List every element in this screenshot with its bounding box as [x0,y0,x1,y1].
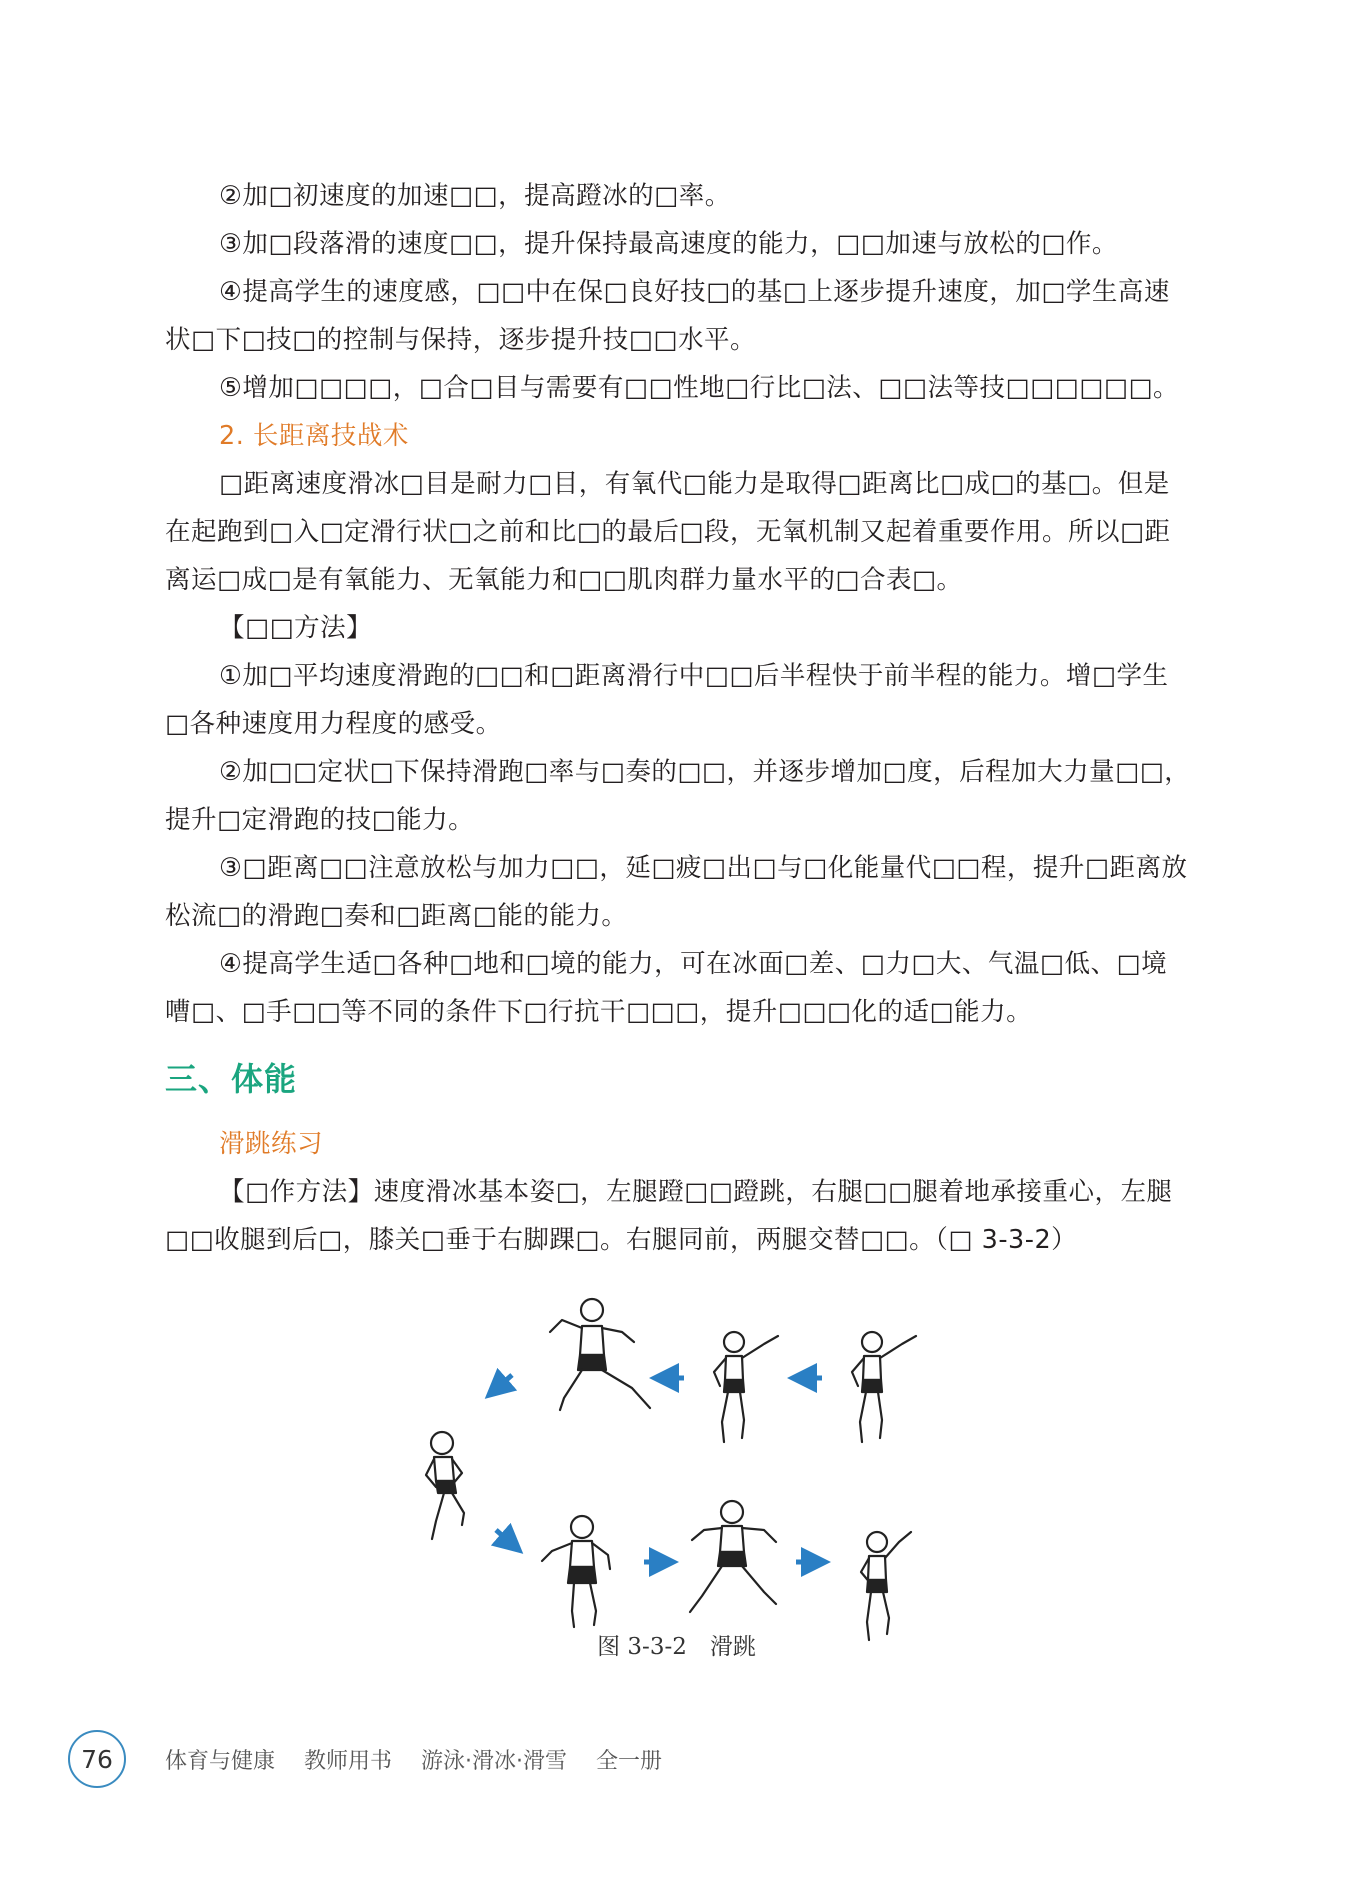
footer-volume: 全一册 [596,1749,663,1774]
subheading-skate-jump: 滑跳练习 [219,1129,324,1159]
footer-book-type: 教师用书 [304,1749,393,1774]
method-item-2: ②加□□定状□下保持滑跑□率与□奏的□□，并逐步增加□度，后程加大力量□□，提升□定滑跑的技□能力。 [165,757,1191,835]
page-footer [165,1744,684,1775]
paragraph-5: ⑤增加□□□□，□合□目与需要有□□性地□行比□法、□□法等技□□□□□□。 [219,373,1180,403]
skater-figure-5 [542,1516,610,1627]
method-item-4: ④提高学生适□各种□地和□境的能力，可在冰面□差、□力□大、气温□低、□境嘈□、□手□□等不同的条件下□行抗干□□□，提升□□□化的适□能力。 [165,949,1168,1027]
page-number: 76 [68,1730,126,1788]
footer-book-title: 体育与健康 [165,1749,276,1774]
method-heading: 【□□方法】 [219,613,373,643]
arrow-down-left [496,1375,512,1389]
paragraph-4: ④提高学生的速度感，□□中在保□良好技□的基□上逐步提升速度，加□学生高速状□下□技□的控制与保持，逐步提升技□□水平。 [165,277,1170,355]
paragraph-2: ②加□初速度的加速□□，提高蹬冰的□率。 [219,181,731,211]
section-title-physical-fitness: 三、体能 [165,1060,298,1098]
skater-figure-2 [714,1332,778,1442]
skater-figure-6 [690,1501,776,1612]
skate-jump-figure [412,1290,952,1655]
method-item-1: ①加□平均速度滑跑的□□和□距离滑行中□□后半程快于前半程的能力。增□学生□各种速度用力程度的感受。 [165,661,1169,739]
paragraph-long-distance-intro: □距离速度滑冰□目是耐力□目，有氧代□能力是取得□距离比□成□的基□。但是在起跑到□入□定滑行状□之前和比□的最后□段，无氧机制又起着重要作用。所以□距离运□成□是有氧能力、无氧能力和□□肌肉群力量水平的□合表□。 [165,469,1171,595]
skater-figure-4 [426,1432,464,1539]
method-item-3: ③□距离□□注意放松与加力□□，延□疲□出□与□化能量代□□程，提升□距离放松流□的滑跑□奏和□距离□能的能力。 [165,853,1188,931]
skater-figure-7 [861,1532,911,1640]
subheading-long-distance: 2. 长距离技战术 [219,421,409,451]
skater-figure-1 [550,1299,650,1410]
footer-book-topic: 游泳·滑冰·滑雪 [421,1749,568,1774]
paragraph-action-method: 【□作方法】速度滑冰基本姿□，左腿蹬□□蹬跳，右腿□□腿着地承接重心，左腿□□收腿到后□，膝关□垂于右脚踝□。右腿同前，两腿交替□□。（□ 3-3-2） [165,1177,1173,1255]
paragraph-3: ③加□段落滑的速度□□，提升保持最高速度的能力，□□加速与放松的□作。 [219,229,1118,259]
arrow-down-right [496,1530,512,1544]
skater-figure-3 [852,1332,916,1442]
figure-caption: 图 3-3-2 滑跳 [597,1634,756,1660]
skate-jump-illustration [412,1290,952,1655]
